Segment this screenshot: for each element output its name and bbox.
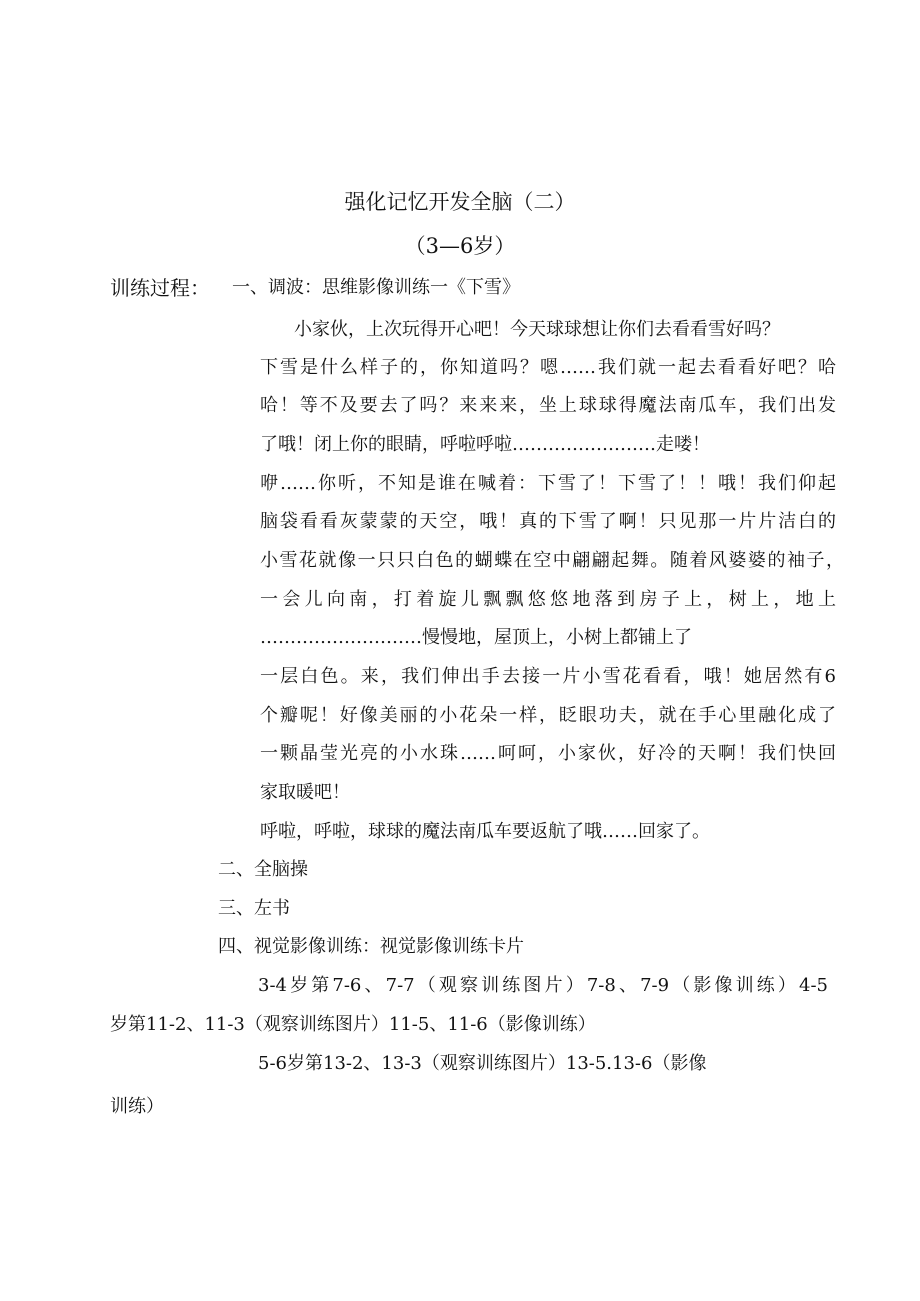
story-line-11: 个瓣呢！好像美丽的小花朵一样，眨眼功夫，就在手心里融化成了 xyxy=(260,705,836,726)
age-5-6-line-1: 5-6岁第13-2、13-3（观察训练图片）13-5.13-6（影像 xyxy=(258,1053,707,1074)
story-line-6: 脑袋看看灰蒙蒙的天空，哦！真的下雪了啊！只见那一片片洁白的 xyxy=(260,511,836,532)
story-line-9: ………………………慢慢地，屋顶上，小树上都铺上了 xyxy=(260,627,692,648)
story-line-10: 一层白色。来，我们伸出手去接一片小雪花看看，哦！她居然有6 xyxy=(260,666,836,687)
document-subtitle: （3—6岁） xyxy=(404,234,516,258)
story-line-1: 小家伙，上次玩得开心吧！今天球球想让你们去看看雪好吗？ xyxy=(294,319,780,340)
age-5-6-line-2: 训练） xyxy=(110,1096,164,1117)
item-2-heading: 二、全脑操 xyxy=(218,859,308,880)
story-line-12: 一颗晶莹光亮的小水珠……呵呵，小家伙，好冷的天啊！我们快回 xyxy=(260,743,836,764)
story-line-5: 咿……你听，不知是谁在喊着：下雪了！下雪了！！哦！我们仰起 xyxy=(260,473,836,494)
section-label: 训练过程： xyxy=(110,276,210,300)
story-line-14: 呼啦，呼啦，球球的魔法南瓜车要返航了哦……回家了。 xyxy=(260,821,710,842)
story-line-3: 哈！等不及要去了吗？来来来，坐上球球得魔法南瓜车，我们出发 xyxy=(260,395,836,416)
story-line-7: 小雪花就像一只只白色的蝴蝶在空中翩翩起舞。随着风婆婆的袖子， xyxy=(260,550,844,571)
story-line-4: 了哦！闭上你的眼睛，呼啦呼啦……………………走喽！ xyxy=(260,434,710,455)
age-3-4-line-1: 3-4岁第7-6、7-7（观察训练图片）7-8、7-9（影像训练）4-5 xyxy=(258,975,828,996)
item-3-heading: 三、左书 xyxy=(218,898,290,919)
story-line-13: 家取暖吧！ xyxy=(260,782,350,803)
age-3-4-line-2: 岁第11-2、11-3（观察训练图片）11-5、11-6（影像训练） xyxy=(110,1014,596,1035)
document-title: 强化记忆开发全脑（二） xyxy=(344,190,576,214)
story-line-2: 下雪是什么样子的，你知道吗？嗯……我们就一起去看看好吧？哈 xyxy=(260,357,836,378)
story-line-8: 一会儿向南，打着旋儿飘飘悠悠地落到房子上，树上，地上 xyxy=(260,589,836,610)
item-4-heading: 四、视觉影像训练：视觉影像训练卡片 xyxy=(218,936,524,957)
item-1-heading: 一、调波：思维影像训练一《下雪》 xyxy=(232,277,520,298)
